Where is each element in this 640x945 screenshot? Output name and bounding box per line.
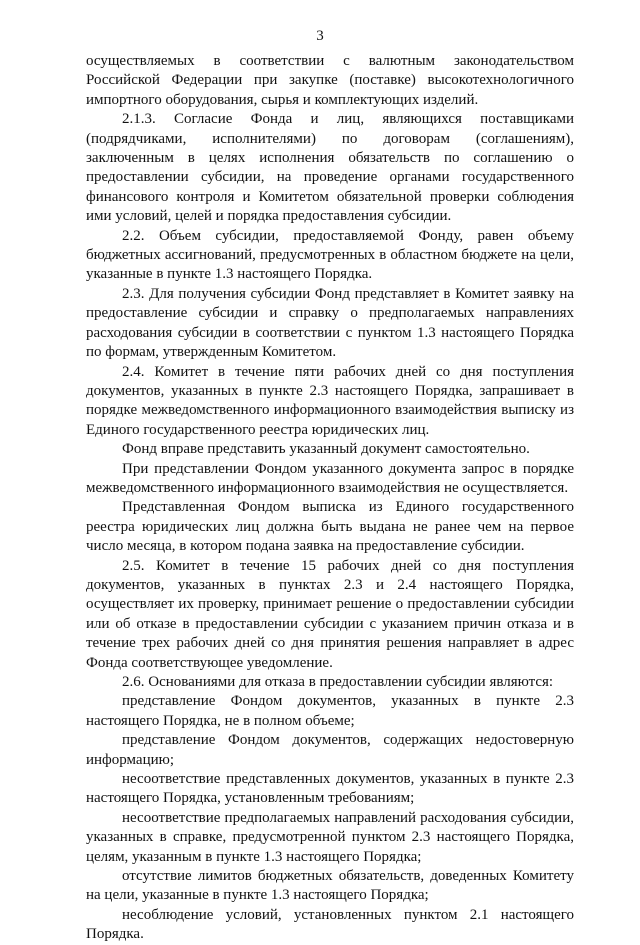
paragraph-2-1-3: 2.1.3. Согласие Фонда и лиц, являющихся поставщиками (подрядчиками, исполнителями) по договорам (соглашениям), заключенным в целях исполнения обязательств по соглашению о предоставлении субсидии, на проведение органами государственного финансового контроля и Комитетом обязательной проверки соблюдения ими условий, целей и порядка предоставления субсидии. — [86, 111, 574, 225]
refusal-reason-purpose: несоответствие предполагаемых направлений расходования субсидии, указанных в справке, предусмотренной пунктом 2.3 настоящего Порядка, целям, указанным в пункте 1.3 настоящего Порядка; — [86, 809, 574, 865]
paragraph-2-3: 2.3. Для получения субсидии Фонд представляет в Комитет заявку на предоставление субсидии и справку о предполагаемых направлениях расходования субсидии в соответствии с пунктом 1.3 настоящего Порядка по формам, утвержденным Комитетом. — [86, 285, 574, 361]
paragraph-self-submit: Фонд вправе представить указанный документ самостоятельно. — [122, 441, 530, 458]
refusal-reason-limits: отсутствие лимитов бюджетных обязательств, доведенных Комитету на цели, указанные в пункте 1.3 настоящего Порядка; — [86, 868, 574, 904]
paragraph-no-request: При представлении Фондом указанного документа запрос в порядке межведомственного информационного взаимодействия не осуществляется. — [86, 460, 574, 496]
refusal-reason-requirements: несоответствие представленных документов, указанных в пункте 2.3 настоящего Порядка, установленным требованиям; — [86, 771, 574, 807]
paragraph-2-2: 2.2. Объем субсидии, предоставляемой Фонду, равен объему бюджетных ассигнований, предусмотренных в областном бюджете на цели, указанные в пункте 1.3 настоящего Порядка. — [86, 227, 574, 283]
refusal-reason-false-info: представление Фондом документов, содержащих недостоверную информацию; — [86, 732, 574, 768]
paragraph-2-4: 2.4. Комитет в течение пяти рабочих дней со дня поступления документов, указанных в пункте 2.3 настоящего Порядка, запрашивает в порядке межведомственного информационного взаимодействия выписку из Единого государственного реестра юридических лиц. — [86, 363, 574, 438]
paragraph-continuation: осуществляемых в соответствии с валютным законодательством Российской Федерации при закупке (поставке) высокотехнологичного импортного оборудования, сырья и комплектующих изделий. — [86, 53, 574, 108]
page-number: 3 — [316, 28, 324, 44]
paragraph-2-6: 2.6. Основаниями для отказа в предоставлении субсидии являются: — [122, 674, 554, 690]
paragraph-2-5: 2.5. Комитет в течение 15 рабочих дней со дня поступления документов, указанных в пунктах 2.3 и 2.4 настоящего Порядка, осуществляет их проверку, принимает решение о предоставлении субсидии или об отказе в предоставлении субсидии с указанием причин отказа и в течение трех рабочих дней со дня принятия решения направляет в адрес Фонда соответствующее уведомление. — [86, 557, 574, 671]
refusal-reason-incomplete: представление Фондом документов, указанных в пункте 2.3 настоящего Порядка, не в полном объеме; — [86, 693, 574, 729]
document-body — [86, 52, 574, 945]
refusal-reason-conditions: несоблюдение условий, установленных пунктом 2.1 настоящего Порядка. — [86, 906, 574, 943]
paragraph-extract-date: Представленная Фондом выписка из Единого государственного реестра юридических лиц должна быть выдана не ранее чем на первое число месяца, в котором подана заявка на предоставление субсидии. — [86, 499, 574, 555]
